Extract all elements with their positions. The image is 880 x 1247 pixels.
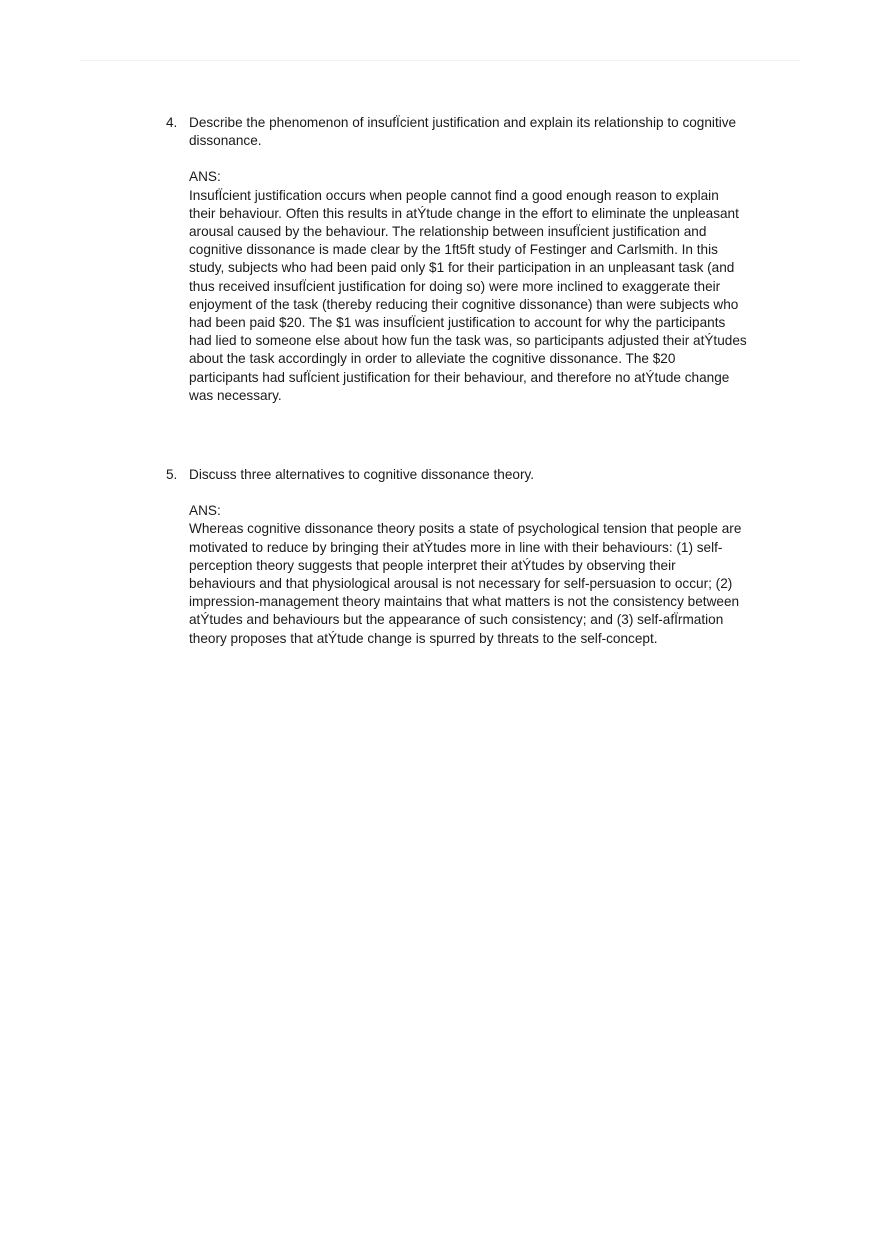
answer-line: study, subjects who had been paid only $1 for their participation in an unpleasant task (and: [189, 260, 735, 276]
question-5-prompt-line: Discuss three alternatives to cognitive dissonance theory.: [189, 467, 535, 482]
answer-line: thus received insufÏcient justification for doing so) were more inclined to exaggerate their: [189, 278, 721, 294]
question-4-prompt-line: Describe the phenomenon of insufÏcient justification and explain its relationship to cognitive: [189, 115, 737, 130]
answer-line: Whereas cognitive dissonance theory posits a state of psychological tension that people are: [189, 521, 742, 537]
question-4-prompt-line: dissonance.: [189, 133, 262, 149]
answer-line: impression-management theory maintains that what matters is not the consistency between: [189, 594, 740, 610]
answer-line: InsufÏcient justification occurs when people cannot find a good enough reason to explain: [189, 187, 719, 203]
question-5: [166, 466, 766, 648]
answer-line: enjoyment of the task (thereby reducing their cognitive dissonance) than were subjects who: [189, 296, 739, 312]
header-rule: [80, 60, 800, 61]
answer-line: motivated to reduce by bringing their atÝtudes more in line with their behaviours: (1) self-: [189, 539, 723, 555]
answer-line: had been paid $20. The $1 was insufÏcient justification to account for why the participants: [189, 315, 726, 331]
question-5-number: 5.: [166, 467, 178, 482]
answer-line: behaviours and that physiological arousal is not necessary for self-persuasion to occur; (2): [189, 576, 733, 592]
answer-line: perception theory suggests that people interpret their atÝtudes by observing their: [189, 557, 676, 573]
answer-label: ANS:: [189, 503, 221, 519]
question-4: [166, 114, 766, 405]
answer-line: atÝtudes and behaviours but the appearance of such consistency; and (3) self-afÏrmation: [189, 612, 724, 628]
question-4-answer: [189, 168, 766, 405]
question-4-number: 4.: [166, 115, 178, 130]
question-4-text: [189, 114, 766, 150]
answer-line: was necessary.: [189, 387, 282, 403]
answer-line: about the task accordingly in order to alleviate the cognitive dissonance. The $20: [189, 351, 676, 367]
answer-label: ANS:: [189, 169, 221, 185]
question-4-prompt: [166, 114, 766, 150]
answer-line: theory proposes that atÝtude change is spurred by threats to the self-concept.: [189, 630, 658, 646]
answer-line: participants had sufÏcient justification for their behaviour, and therefore no atÝtude change: [189, 369, 730, 385]
answer-line: arousal caused by the behaviour. The relationship between insufÏcient justification and: [189, 224, 707, 240]
question-5-text: [189, 466, 766, 484]
answer-line: their behaviour. Often this results in atÝtude change in the effort to eliminate the unpleasant: [189, 205, 739, 221]
answer-line: cognitive dissonance is made clear by the 1ft5ft study of Festinger and Carlsmith. In this: [189, 242, 718, 258]
question-5-prompt: [166, 466, 766, 484]
question-4-answer-text: [189, 187, 766, 405]
question-5-answer-text: [189, 520, 766, 647]
question-5-answer: [189, 502, 766, 648]
answer-line: had lied to someone else about how fun the task was, so participants adjusted their atÝtudes: [189, 333, 747, 349]
